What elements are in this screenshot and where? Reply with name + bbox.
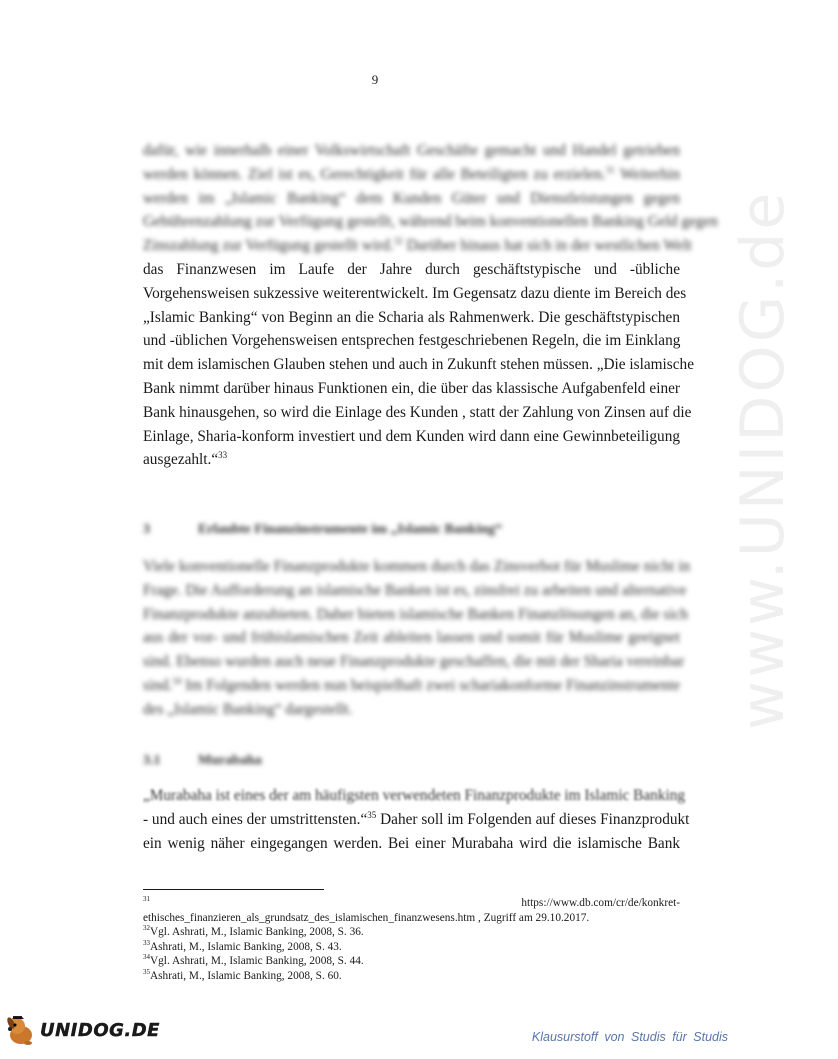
text-line: ein wenig näher eingegangen werden. Bei einer Murabaha wird die islamische Bank [143, 834, 680, 852]
text-line: dafür, wie innerhalb einer Volkswirtschaft Geschäfte gemacht und Handel getrieben [143, 142, 680, 159]
text-line: werden im „Islamic Banking“ dem Kunden Güter und Dienstleistungen gegen [143, 189, 680, 207]
text-line: sind.$^{34}$ Im Folgenden werden nun beispielhaft zwei schariakonforme Finanzinstrumente [143, 675, 680, 694]
text-line: werden können. Ziel ist es, Gerechtigkeit für alle Beteiligten zu erzielen.$^{31}$ Weiterhin [143, 164, 680, 183]
unidog-logo[interactable] [4, 1010, 160, 1050]
text-line: Frage. Die Aufforderung an islamische Banken ist es, zinsfrei zu arbeiten und alternative [143, 581, 687, 599]
text-line: des „Islamic Banking“ dargestellt. [143, 700, 353, 718]
text-line: das Finanzwesen im Laufe der Jahre durch geschäftstypische und -übliche [143, 260, 680, 278]
text-line: und -üblichen Vorgehensweisen entsprechen festgeschriebenen Regeln, die im Einklang [143, 332, 681, 350]
page-number: 9 [371, 72, 379, 87]
footnote-35: $^{35}$Ashrati, M., Islamic Banking, 2008, S. 60. [143, 968, 342, 982]
text-line: Zinszahlung zur Verfügung gestellt wird.$^{32}$ Darüber hinaus hat sich in der westlichen Welt [143, 236, 692, 255]
tagline: Klausurstoff von Studis für Studis [531, 1030, 728, 1044]
section-number: 3 [143, 522, 150, 537]
text-line: sind. Ebenso wurden auch neue Finanzprodukte geschaffen, die mit der Sharia vereinbar [143, 653, 685, 671]
watermark-text: www.UNIDOG.de [728, 189, 798, 730]
footnote-31: $^{31}$ https://www.db.com/cr/de/konkret- [143, 895, 680, 909]
section-number: 3.1 [143, 753, 161, 768]
text-line: Bank hinausgehen, so wird die Einlage des Kunden , statt der Zahlung von Zinsen auf die [143, 403, 692, 421]
section-title: Erlaubte Finanzinstrumente im „Islamic Banking“ [198, 522, 503, 537]
section-title: Murabaha [198, 753, 262, 768]
dog-icon [4, 1013, 38, 1047]
section31-paragraph [143, 784, 690, 855]
footnote-ref: 33 [218, 450, 228, 461]
text-line: mit dem islamischen Glauben stehen und auch in Zukunft stehen müssen. „Die islamische [143, 356, 694, 374]
text-line: Vorgehensweisen sukzessive weiterentwickelt. Im Gegensatz dazu diente im Bereich des [143, 284, 687, 302]
text-line: aus der vor- und frühislamischen Zeit ableiten lassen und somit für Muslime geeignet [143, 629, 680, 647]
footnote-33: $^{33}$Ashrati, M., Islamic Banking, 2008, S. 43. [143, 939, 342, 953]
footnote-divider [143, 889, 324, 890]
text-line: - und auch eines der umstrittensten.“$^{35}$ Daher soll im Folgenden auf dieses Finanzprodukt [143, 809, 690, 828]
intro-paragraph [143, 139, 718, 472]
text-line: ausgezahlt.“$^{33}$ [143, 450, 228, 469]
section3-paragraph [143, 555, 691, 722]
text-line: Finanzprodukte anzubieten. Daher bieten islamische Banken Finanzlösungen an, die sich [143, 605, 689, 623]
text-line: Einlage, Sharia-konform investiert und dem Kunden wird dann eine Gewinnbeteiligung [143, 427, 680, 445]
section-heading-3 [143, 522, 502, 538]
footnote-34: $^{34}$Vgl. Ashrati, M., Islamic Banking, 2008, S. 44. [143, 953, 364, 968]
text-line: Viele konventionelle Finanzprodukte kommen durch das Zinsverbot für Muslime nicht in [143, 558, 691, 575]
footnote-31-cont: ethisches_finanzieren_als_grundsatz_des_islamischen_finanzwesens.htm , Zugriff am 29.10.2017. [143, 911, 590, 924]
footnote-32: $^{32}$Vgl. Ashrati, M., Islamic Banking, 2008, S. 36. [143, 924, 364, 939]
footnote-link: https://www.db.com/cr/de/konkret- [521, 897, 680, 909]
footnote-ref: 35 [367, 809, 377, 820]
logo-text: UNIDOG.DE [40, 1019, 160, 1041]
text-line: Bank nimmt darüber hinaus Funktionen ein, die über das klassische Aufgabenfeld einer [143, 379, 680, 397]
text-line: „Islamic Banking“ von Beginn an die Scharia als Rahmenwerk. Die geschäftstypischen [143, 308, 680, 326]
text-line: „Murabaha ist eines der am häufigsten verwendeten Finanzprodukte im Islamic Banking [143, 787, 686, 804]
footnotes [143, 896, 680, 984]
section-heading-3-1 [143, 753, 262, 769]
text-line: Gebührenzahlung zur Verfügung gestellt, während beim konventionellen Banking Geld gegen [143, 213, 718, 231]
